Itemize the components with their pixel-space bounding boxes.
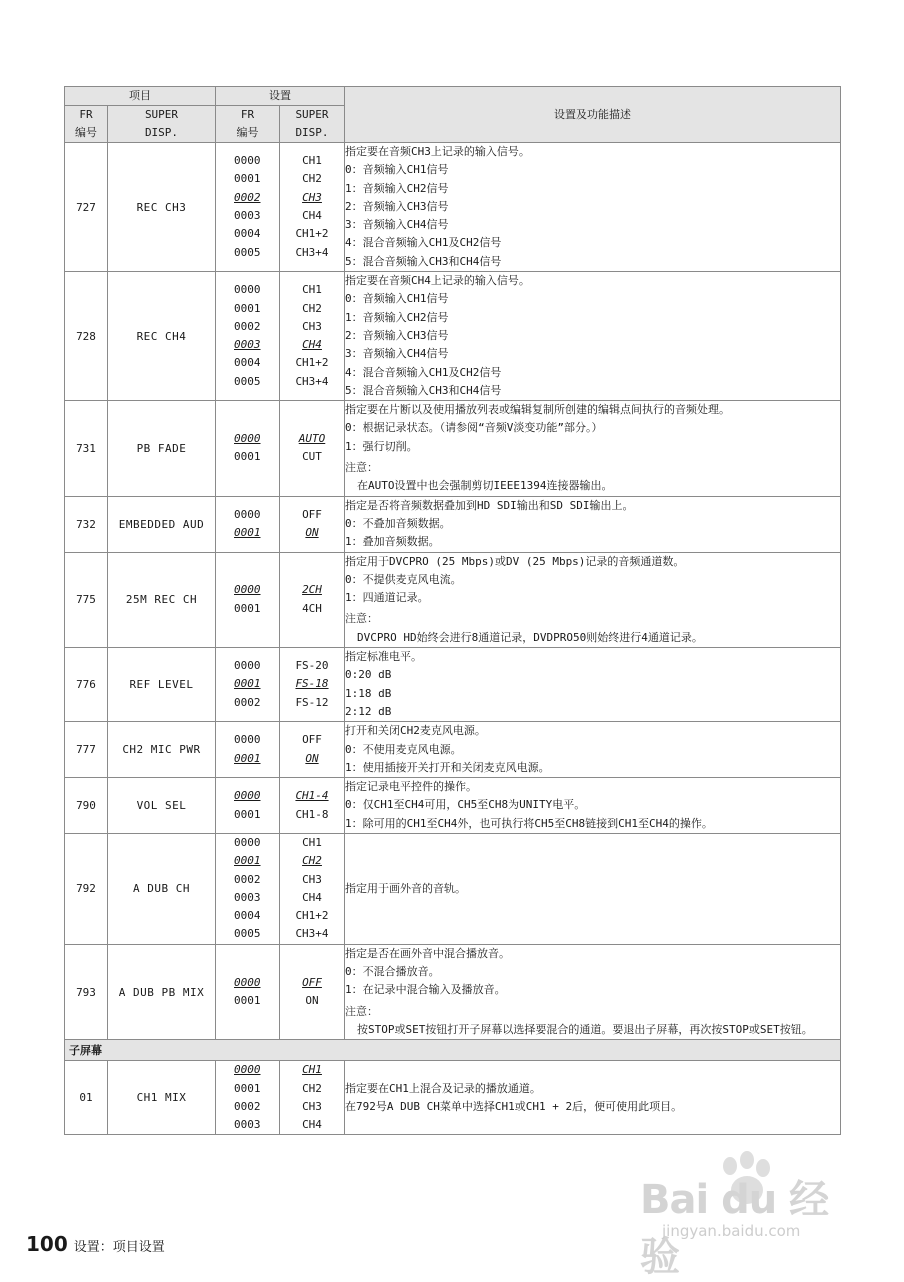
setting-fr-values bbox=[216, 722, 280, 778]
description-line: 1：除可用的CH1至CH4外，也可执行将CH5至CH8链接到CH1至CH4的操作。 bbox=[345, 816, 713, 830]
table-row bbox=[65, 401, 841, 496]
table-row bbox=[65, 778, 841, 834]
subscreen-rows bbox=[65, 1061, 841, 1135]
description-line: 0：不混合播放音。 bbox=[345, 965, 440, 979]
header-fr-number: FR 编号 bbox=[65, 106, 108, 143]
setting-super-values bbox=[280, 552, 345, 647]
item-name: A DUB CH bbox=[108, 833, 216, 944]
setting-code: 0000 bbox=[234, 507, 261, 521]
default-setting-display: CH1 bbox=[302, 1063, 322, 1077]
description-line: 3：音频输入CH4信号 bbox=[345, 347, 449, 361]
description-line: 指定用于DVCPRO (25 Mbps)或DV (25 Mbps)记录的音频通道数。 bbox=[345, 554, 685, 568]
note-label: 注意： bbox=[345, 1004, 378, 1018]
setting-display: CH1 bbox=[302, 835, 322, 849]
setting-display: CH3 bbox=[302, 1099, 322, 1113]
description bbox=[345, 143, 841, 272]
watermark-url: jingyan.baidu.com bbox=[662, 1222, 801, 1240]
description-line: 0：根据记录状态。（请参阅“音频V淡变功能”部分。） bbox=[345, 421, 603, 435]
setting-code: 0003 bbox=[234, 1118, 261, 1132]
default-setting-display: CH1-4 bbox=[295, 789, 329, 803]
default-setting-display: AUTO bbox=[298, 432, 326, 446]
description-line: 1：使用插接开关打开和关闭麦克风电源。 bbox=[345, 760, 550, 774]
setting-display: CH1-8 bbox=[295, 807, 329, 821]
description-line: 2:12 dB bbox=[345, 704, 392, 718]
fr-number: 731 bbox=[65, 401, 108, 496]
setting-display: CH2 bbox=[302, 1081, 322, 1095]
item-name: REF LEVEL bbox=[108, 648, 216, 722]
default-setting-code: 0000 bbox=[234, 583, 261, 597]
setting-code: 0004 bbox=[234, 909, 261, 923]
setting-fr-values bbox=[216, 1061, 280, 1135]
fr-number: 728 bbox=[65, 272, 108, 401]
description-line: 指定用于画外音的音轨。 bbox=[345, 881, 466, 895]
description-line: 1:18 dB bbox=[345, 686, 392, 700]
description-line: 指定要在音频CH4上记录的输入信号。 bbox=[345, 274, 530, 288]
note-text: 按STOP或SET按钮打开子屏幕以选择要混合的通道。要退出子屏幕，再次按STOP或SET按钮。 bbox=[357, 1022, 813, 1036]
settings-rows bbox=[65, 143, 841, 1040]
setting-fr-values bbox=[216, 272, 280, 401]
setting-super-values bbox=[280, 401, 345, 496]
setting-code: 0005 bbox=[234, 245, 261, 259]
setting-super-values bbox=[280, 648, 345, 722]
default-setting-display: FS-18 bbox=[295, 677, 329, 691]
description-line: 4：混合音频输入CH1及CH2信号 bbox=[345, 365, 502, 379]
setting-super-values bbox=[280, 272, 345, 401]
item-name: PB FADE bbox=[108, 401, 216, 496]
setting-code: 0001 bbox=[234, 1081, 261, 1095]
description-line: 5：混合音频输入CH3和CH4信号 bbox=[345, 383, 502, 397]
description bbox=[345, 1061, 841, 1135]
section-label-subscreen: 子屏幕 bbox=[65, 1040, 841, 1061]
fr-number: 777 bbox=[65, 722, 108, 778]
setting-code: 0001 bbox=[234, 450, 261, 464]
description-line: 指定标准电平。 bbox=[345, 650, 422, 664]
table-row bbox=[65, 1061, 841, 1135]
setting-code: 0003 bbox=[234, 890, 261, 904]
description-line: 1：强行切削。 bbox=[345, 439, 418, 453]
table-row bbox=[65, 648, 841, 722]
item-name: A DUB PB MIX bbox=[108, 944, 216, 1039]
setting-display: CH4 bbox=[302, 890, 322, 904]
setting-display: CH3+4 bbox=[295, 374, 329, 388]
description-line: 在792号A DUB CH菜单中选择CH1或CH1 + 2后，便可使用此项目。 bbox=[345, 1099, 683, 1113]
note-text: DVCPRO HD始终会进行8通道记录，DVDPRO50则始终进行4通道记录。 bbox=[357, 630, 703, 644]
description-line: 1：叠加音频数据。 bbox=[345, 535, 440, 549]
item-name: 25M REC CH bbox=[108, 552, 216, 647]
setting-code: 0001 bbox=[234, 807, 261, 821]
description bbox=[345, 944, 841, 1039]
table-row bbox=[65, 143, 841, 272]
setting-display: CH4 bbox=[302, 209, 322, 223]
description bbox=[345, 552, 841, 647]
setting-super-values bbox=[280, 1061, 345, 1135]
note-label: 注意： bbox=[345, 461, 378, 475]
setting-fr-values bbox=[216, 496, 280, 552]
setting-display: FS-20 bbox=[295, 659, 329, 673]
description-line: 2：音频输入CH3信号 bbox=[345, 199, 449, 213]
description-line: 0：不叠加音频数据。 bbox=[345, 516, 451, 530]
fr-number: 01 bbox=[65, 1061, 108, 1135]
note-label: 注意： bbox=[345, 612, 378, 626]
fr-number: 732 bbox=[65, 496, 108, 552]
description-line: 3：音频输入CH4信号 bbox=[345, 218, 449, 232]
setting-display: CH1 bbox=[302, 283, 322, 297]
description-line: 1：四通道记录。 bbox=[345, 591, 429, 605]
setting-code: 0001 bbox=[234, 994, 261, 1007]
setting-code: 0001 bbox=[234, 172, 261, 186]
default-setting-display: CH3 bbox=[302, 190, 322, 204]
fr-number: 793 bbox=[65, 944, 108, 1039]
setting-code: 0000 bbox=[234, 835, 261, 849]
table-row bbox=[65, 552, 841, 647]
description-line: 指定要在音频CH3上记录的输入信号。 bbox=[345, 145, 530, 158]
default-setting-display: ON bbox=[305, 526, 319, 540]
description bbox=[345, 778, 841, 834]
default-setting-display: 2CH bbox=[302, 583, 322, 597]
item-name: CH1 MIX bbox=[108, 1061, 216, 1135]
setting-code: 0005 bbox=[234, 927, 261, 941]
setting-fr-values bbox=[216, 833, 280, 944]
setting-code: 0000 bbox=[234, 733, 261, 747]
setting-display: OFF bbox=[302, 507, 322, 521]
setting-display: CH1 bbox=[302, 154, 322, 168]
description-line: 1：音频输入CH2信号 bbox=[345, 181, 449, 195]
default-setting-code: 0000 bbox=[234, 789, 261, 803]
setting-fr-values bbox=[216, 778, 280, 834]
setting-super-values bbox=[280, 143, 345, 272]
item-name: REC CH3 bbox=[108, 143, 216, 272]
default-setting-code: 0001 bbox=[234, 526, 261, 540]
fr-number: 792 bbox=[65, 833, 108, 944]
default-setting-code: 0000 bbox=[234, 1063, 261, 1077]
setting-code: 0002 bbox=[234, 695, 261, 709]
fr-number: 790 bbox=[65, 778, 108, 834]
header-setting-fr-number: FR 编号 bbox=[216, 106, 280, 143]
header-item: 项目 bbox=[65, 87, 216, 106]
setting-code: 0000 bbox=[234, 154, 261, 168]
description-line: 0：不使用麦克风电源。 bbox=[345, 742, 462, 756]
description-line: 4：混合音频输入CH1及CH2信号 bbox=[345, 236, 502, 250]
description bbox=[345, 648, 841, 722]
item-name: EMBEDDED AUD bbox=[108, 496, 216, 552]
default-setting-code: 0001 bbox=[234, 751, 261, 765]
setting-fr-values bbox=[216, 143, 280, 272]
item-name: REC CH4 bbox=[108, 272, 216, 401]
description-line: 1：在记录中混合输入及播放音。 bbox=[345, 983, 506, 997]
description bbox=[345, 722, 841, 778]
item-name: VOL SEL bbox=[108, 778, 216, 834]
description-line: 打开和关闭CH2麦克风电源。 bbox=[345, 724, 486, 738]
description bbox=[345, 833, 841, 944]
description-line: 5：混合音频输入CH3和CH4信号 bbox=[345, 254, 502, 268]
description bbox=[345, 496, 841, 552]
page-footer bbox=[26, 1232, 165, 1256]
description-line: 指定要在片断以及使用播放列表或编辑复制所创建的编辑点间执行的音频处理。 bbox=[345, 403, 730, 417]
default-setting-code: 0000 bbox=[234, 432, 261, 446]
setting-display: FS-12 bbox=[295, 695, 329, 709]
setting-code: 0004 bbox=[234, 356, 261, 370]
description-line: 指定是否在画外音中混合播放音。 bbox=[345, 946, 510, 960]
description-line: 0：音频输入CH1信号 bbox=[345, 163, 449, 177]
default-setting-display: OFF bbox=[302, 975, 322, 989]
setting-display: CH1+2 bbox=[295, 356, 329, 370]
setting-display: CH3 bbox=[302, 872, 322, 886]
setting-code: 0002 bbox=[234, 872, 261, 886]
description-line: 指定要在CH1上混合及记录的播放通道。 bbox=[345, 1081, 541, 1095]
description-line: 2：音频输入CH3信号 bbox=[345, 328, 449, 342]
header-setting-super-disp: SUPER DISP. bbox=[280, 106, 345, 143]
page-number: 100 bbox=[26, 1232, 68, 1256]
settings-table bbox=[64, 86, 841, 1135]
setting-fr-values bbox=[216, 944, 280, 1039]
item-name: CH2 MIC PWR bbox=[108, 722, 216, 778]
description-line: 0:20 dB bbox=[345, 668, 392, 682]
description-line: 指定是否将音频数据叠加到HD SDI输出和SD SDI输出上。 bbox=[345, 498, 634, 512]
setting-display: CH3+4 bbox=[295, 245, 329, 259]
default-setting-code: 0001 bbox=[234, 677, 261, 691]
default-setting-display: ON bbox=[305, 751, 319, 765]
setting-display: OFF bbox=[302, 733, 322, 747]
default-setting-display: CH4 bbox=[302, 338, 322, 352]
fr-number: 776 bbox=[65, 648, 108, 722]
watermark-brand: Bai du 经验 bbox=[640, 1177, 829, 1280]
setting-code: 0002 bbox=[234, 1099, 261, 1113]
table-row bbox=[65, 833, 841, 944]
fr-number: 727 bbox=[65, 143, 108, 272]
setting-display: CH3 bbox=[302, 319, 322, 333]
table-row bbox=[65, 272, 841, 401]
setting-code: 0000 bbox=[234, 659, 261, 673]
setting-display: CH2 bbox=[302, 301, 322, 315]
setting-code: 0000 bbox=[234, 283, 261, 297]
setting-super-values bbox=[280, 496, 345, 552]
setting-super-values bbox=[280, 778, 345, 834]
setting-fr-values bbox=[216, 648, 280, 722]
fr-number: 775 bbox=[65, 552, 108, 647]
setting-super-values bbox=[280, 722, 345, 778]
note-text: 在AUTO设置中也会强制剪切IEEE1394连接器输出。 bbox=[357, 479, 613, 493]
default-setting-display: CH2 bbox=[302, 854, 322, 868]
setting-code: 0001 bbox=[234, 601, 261, 615]
default-setting-code: 0000 bbox=[234, 975, 261, 989]
setting-display: CH1+2 bbox=[295, 909, 329, 923]
setting-display: ON bbox=[305, 994, 319, 1007]
setting-super-values bbox=[280, 833, 345, 944]
setting-code: 0005 bbox=[234, 374, 261, 388]
description bbox=[345, 272, 841, 401]
setting-display: 4CH bbox=[302, 601, 322, 615]
header-setting: 设置 bbox=[216, 87, 345, 106]
setting-code: 0003 bbox=[234, 209, 261, 223]
description bbox=[345, 401, 841, 496]
setting-code: 0004 bbox=[234, 227, 261, 241]
setting-code: 0001 bbox=[234, 301, 261, 315]
settings-document bbox=[64, 86, 840, 1135]
footer-title: 设置：项目设置 bbox=[73, 1240, 165, 1255]
table-row bbox=[65, 944, 841, 1039]
baidu-watermark bbox=[640, 1150, 860, 1280]
setting-display: CUT bbox=[302, 450, 322, 464]
default-setting-code: 0002 bbox=[234, 190, 261, 204]
setting-code: 0002 bbox=[234, 319, 261, 333]
default-setting-code: 0001 bbox=[234, 854, 261, 868]
setting-fr-values bbox=[216, 401, 280, 496]
setting-display: CH4 bbox=[302, 1118, 322, 1132]
description-line: 0：不提供麦克风电流。 bbox=[345, 572, 462, 586]
table-row bbox=[65, 496, 841, 552]
description-line: 0：音频输入CH1信号 bbox=[345, 292, 449, 306]
header-description: 设置及功能描述 bbox=[345, 87, 841, 143]
setting-display: CH2 bbox=[302, 172, 322, 186]
setting-display: CH1+2 bbox=[295, 227, 329, 241]
description-line: 1：音频输入CH2信号 bbox=[345, 310, 449, 324]
table-row bbox=[65, 722, 841, 778]
setting-super-values bbox=[280, 944, 345, 1039]
default-setting-code: 0003 bbox=[234, 338, 261, 352]
setting-fr-values bbox=[216, 552, 280, 647]
setting-display: CH3+4 bbox=[295, 927, 329, 941]
description-line: 0：仅CH1至CH4可用，CH5至CH8为UNITY电平。 bbox=[345, 798, 586, 812]
description-line: 指定记录电平控件的操作。 bbox=[345, 780, 477, 794]
header-super-disp: SUPER DISP. bbox=[108, 106, 216, 143]
